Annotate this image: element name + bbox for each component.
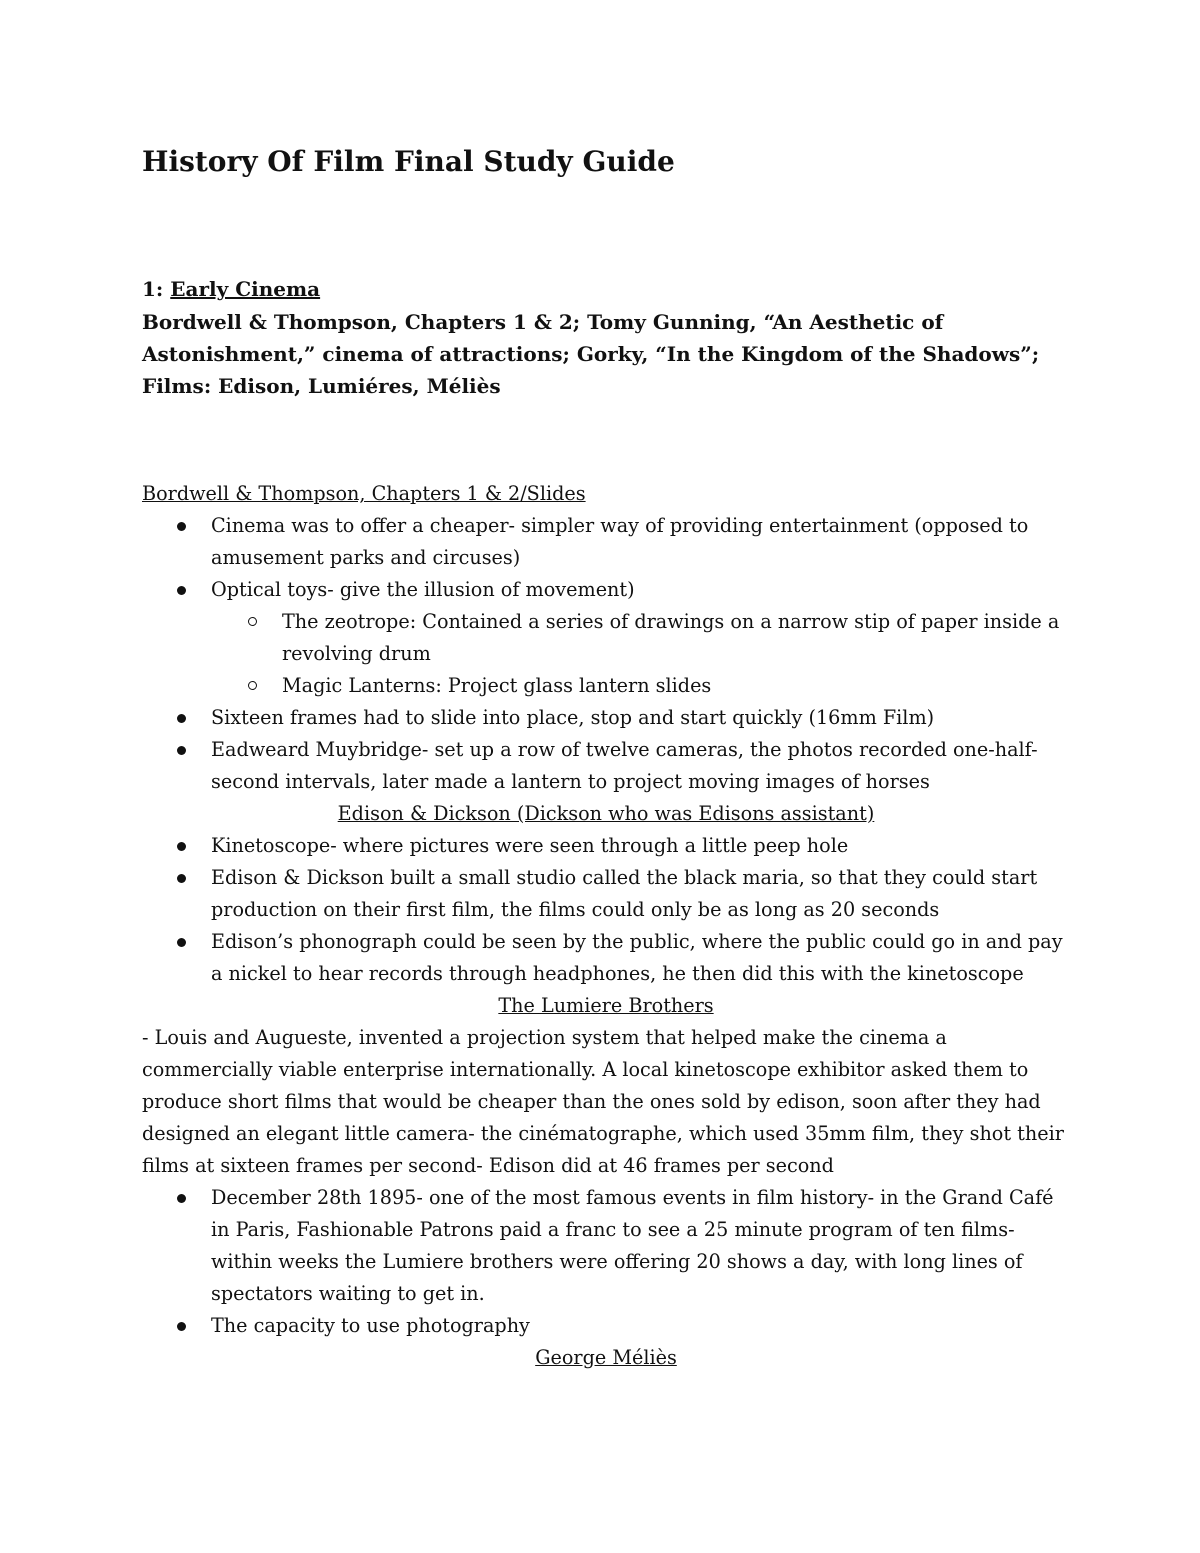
list-item: Sixteen frames had to slide into place, stop and start quickly (16mm Film) [142, 702, 1070, 734]
bt-heading: Bordwell & Thompson, Chapters 1 & 2/Slides [142, 482, 586, 505]
reading-line: Bordwell & Thompson, Chapters 1 & 2; Tomy Gunning, “An Aesthetic of [142, 310, 944, 334]
reading-list [142, 306, 1070, 402]
list-item: Cinema was to offer a cheaper- simpler way of providing entertainment (opposed to amusement parks and circuses) [142, 510, 1070, 574]
list-item: Edison’s phonograph could be seen by the public, where the public could go in and pay a nickel to hear records through headphones, he then did this with the kinetoscope [142, 926, 1070, 990]
reading-line: Astonishment,” cinema of attractions; Gorky, “In the Kingdom of the Shadows”; [142, 342, 1040, 366]
notes-body [142, 478, 1070, 1374]
lumiere-paragraph: - Louis and Augueste, invented a projection system that helped make the cinema a commercially viable enterprise internationally. A local kinetoscope exhibitor asked them to produce short films that would be cheaper than the ones sold by edison, soon after they had designed an elegant little camera- the cinématographe, which used 35mm film, they shot their films at sixteen frames per second- Edison did at 46 frames per second [142, 1026, 1064, 1177]
reading-line: Films: Edison, Lumiéres, Méliès [142, 374, 501, 398]
sub-list-item: The zeotrope: Contained a series of drawings on a narrow stip of paper inside a revolving drum [142, 606, 1070, 670]
list-item: December 28th 1895- one of the most famous events in film history- in the Grand Café in Paris, Fashionable Patrons paid a franc to see a 25 minute program of ten films- within weeks the Lumiere brothers were offering 20 shows a day, with long lines of spectators waiting to get in. [142, 1182, 1070, 1310]
sub-list-item: Magic Lanterns: Project glass lantern slides [142, 670, 1070, 702]
edison-heading: Edison & Dickson (Dickson who was Edisons assistant) [337, 802, 875, 825]
list-item: Kinetoscope- where pictures were seen through a little peep hole [142, 830, 1070, 862]
list-item: Optical toys- give the illusion of movement) [142, 574, 1070, 606]
melies-heading: George Méliès [535, 1346, 677, 1369]
list-item: Eadweard Muybridge- set up a row of twelve cameras, the photos recorded one-half-second intervals, later made a lantern to project moving images of horses [142, 734, 1070, 798]
list-item: The capacity to use photography [142, 1310, 1070, 1342]
section-number: 1: [142, 277, 164, 301]
section-heading [142, 273, 1070, 305]
lumiere-heading: The Lumiere Brothers [498, 994, 714, 1017]
section-name: Early Cinema [170, 277, 321, 301]
page-title: History Of Film Final Study Guide [142, 145, 675, 178]
list-item: Edison & Dickson built a small studio called the black maria, so that they could start production on their first film, the films could only be as long as 20 seconds [142, 862, 1070, 926]
